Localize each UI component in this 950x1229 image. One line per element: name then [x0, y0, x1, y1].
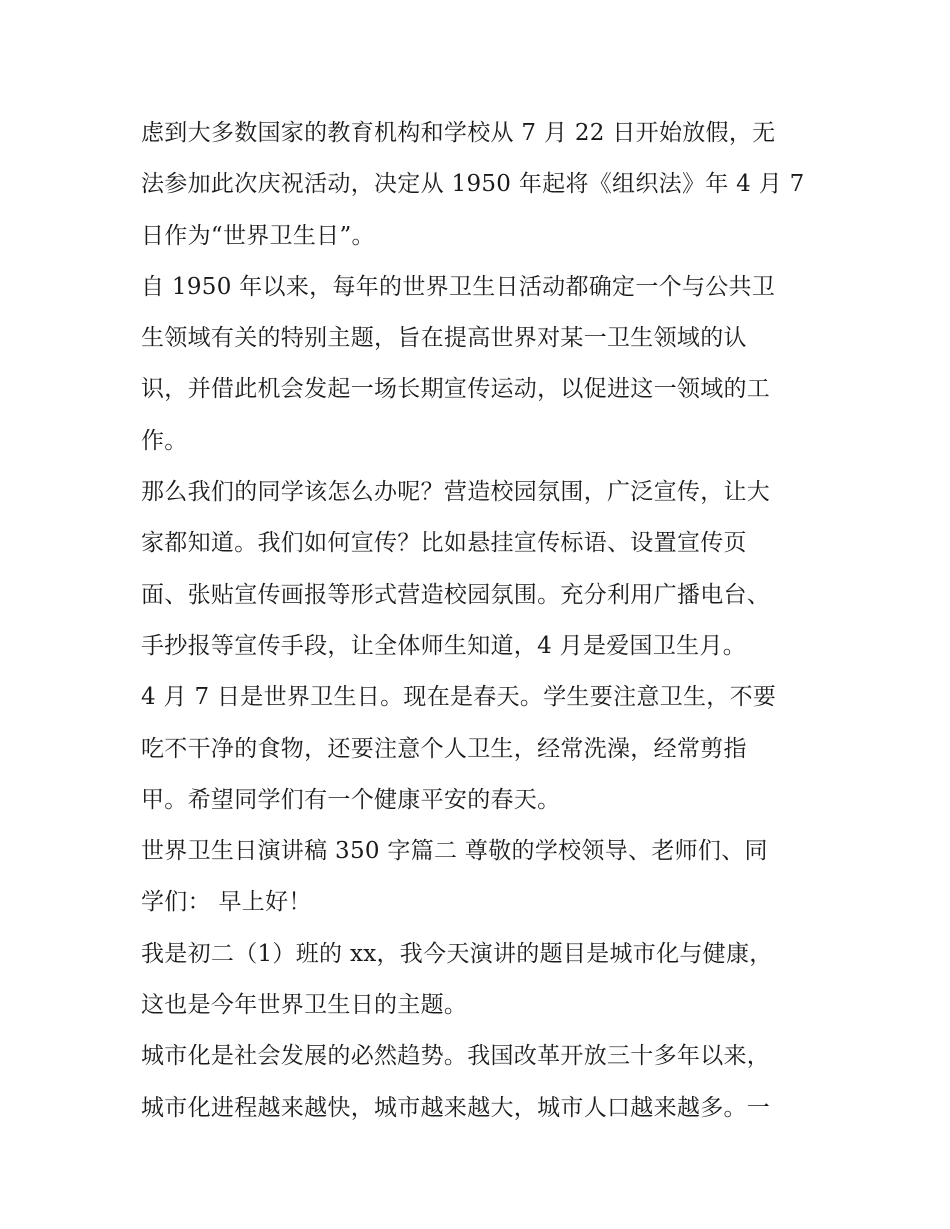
text-line: 我是初二（1）班的 xx，我今天演讲的题目是城市化与健康， — [141, 940, 773, 967]
text-line: 城市化进程越来越快，城市越来越大，城市人口越来越多。一 — [141, 1094, 771, 1121]
text-line: 这也是今年世界卫生日的主题。 — [141, 992, 468, 1019]
text-line: 自 1950 年以来，每年的世界卫生日活动都确定一个与公共卫 — [141, 273, 776, 300]
text-line: 学们： 早上好！ — [141, 889, 312, 916]
text-line: 虑到大多数国家的教育机构和学校从 7 月 22 日开始放假，无 — [141, 120, 776, 146]
text-line: 甲。希望同学们有一个健康平安的春天。 — [141, 786, 561, 813]
text-line: 城市化是社会发展的必然趋势。我国改革开放三十多年以来， — [141, 1043, 771, 1070]
text-line: 那么我们的同学该怎么办呢？营造校园氛围，广泛宣传，让大 — [141, 479, 771, 506]
text-line: 手抄报等宣传手段，让全体师生知道，4 月是爱国卫生月。 — [141, 632, 747, 659]
text-line: 法参加此次庆祝活动，决定从 1950 年起将《组织法》年 4 月 7 — [141, 171, 805, 198]
text-line: 面、张贴宣传画报等形式营造校园氛围。充分利用广播电台、 — [141, 581, 771, 608]
text-line: 家都知道。我们如何宣传？比如悬挂宣传标语、设置宣传页 — [141, 530, 747, 557]
text-line: 世界卫生日演讲稿 350 字篇二 尊敬的学校领导、老师们、同 — [141, 838, 768, 865]
text-line: 4 月 7 日是世界卫生日。现在是春天。学生要注意卫生，不要 — [141, 684, 777, 711]
text-line: 吃不干净的食物，还要注意个人卫生，经常洗澡，经常剪指 — [141, 735, 747, 762]
text-line: 识，并借此机会发起一场长期宣传运动，以促进这一领域的工 — [141, 376, 771, 403]
text-line: 作。 — [141, 427, 188, 454]
text-line: 日作为“世界卫生日”。 — [141, 222, 375, 249]
text-line: 生领域有关的特别主题，旨在提高世界对某一卫生领域的认 — [141, 325, 747, 352]
document-body — [141, 108, 811, 1134]
